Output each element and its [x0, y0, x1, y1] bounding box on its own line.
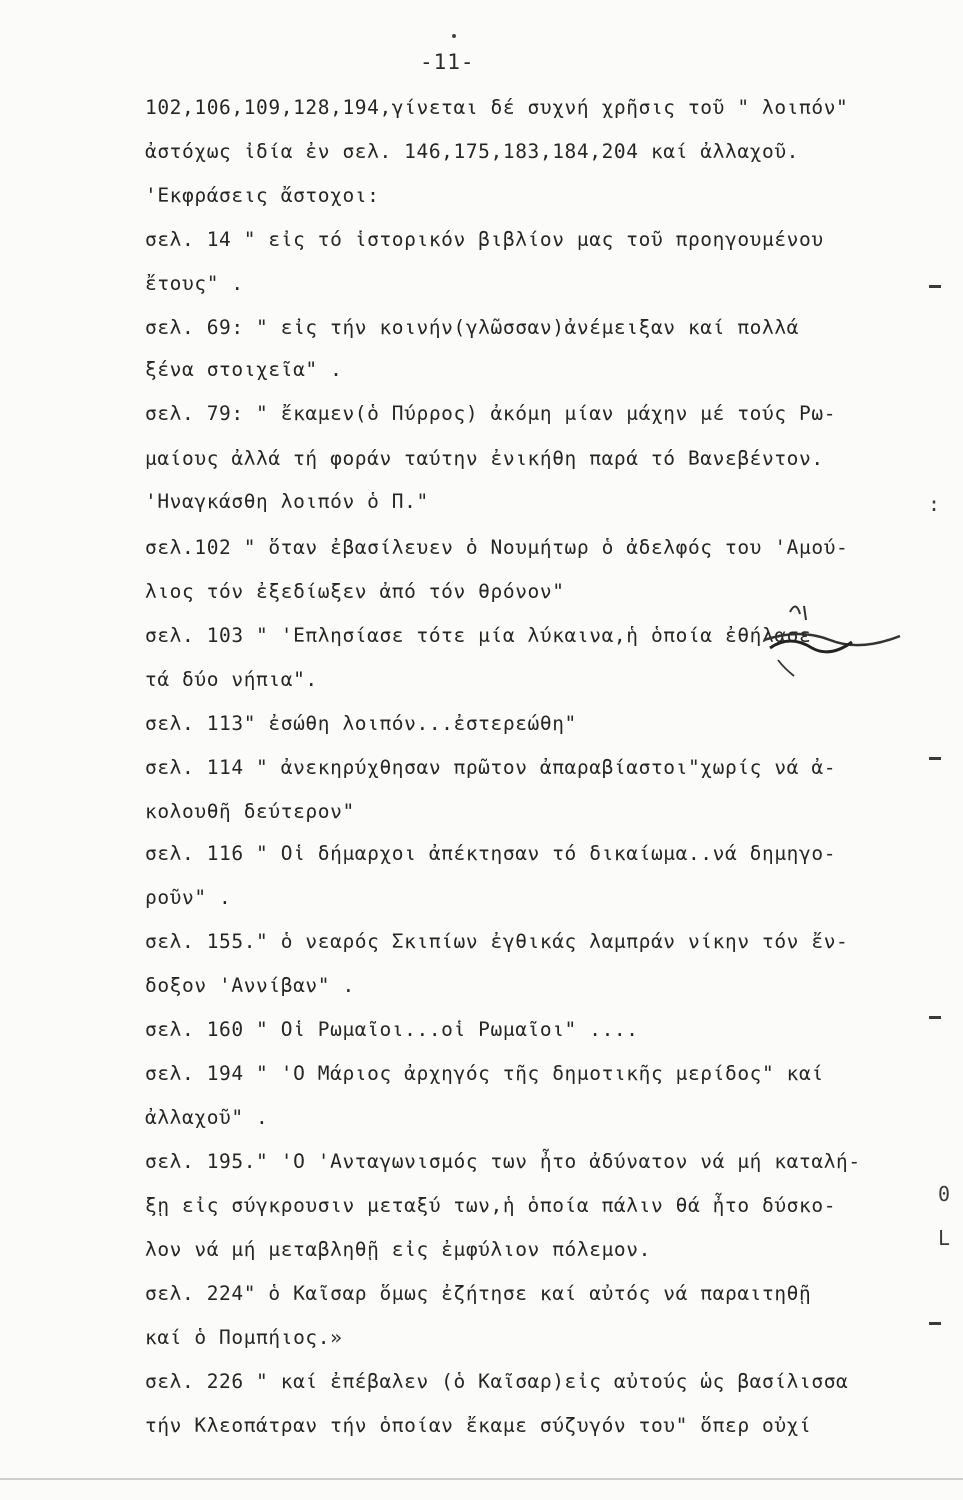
handwritten-correction-scribble — [760, 598, 910, 678]
text-line-25: σελ. 195." 'Ο 'Ανταγωνισμός των ἦτο ἀδύνατον νά μή καταλή- — [145, 1150, 861, 1173]
text-line-21: δοξον 'Αννίβαν" . — [145, 974, 355, 997]
text-line-22: σελ. 160 " Οἱ Ρωμαῖοι...οἱ Ρωμαῖοι" .... — [145, 1018, 639, 1041]
text-line-4: σελ. 14 " εἰς τό ἱστορικόν βιβλίον μας τοῦ προηγουμένου — [145, 228, 824, 251]
text-line-20: σελ. 155." ὁ νεαρός Σκιπίων ἐγθικάς λαμπράν νίκην τόν ἔν- — [145, 930, 849, 953]
text-line-10: 'Ηναγκάσθη λοιπόν ὁ Π." — [145, 490, 429, 513]
text-line-14: τά δύο νήπια". — [145, 668, 318, 691]
text-line-29: καί ὁ Πομπήιος.» — [145, 1326, 343, 1349]
text-line-18: σελ. 116 " Οἱ δήμαρχοι ἀπέκτησαν τό δικαίωμα..νά δημηγο- — [145, 842, 837, 865]
text-line-17: κολουθῆ δεύτερον" — [145, 800, 355, 823]
text-line-2: ἀστόχως ἰδία ἐν σελ. 146,175,183,184,204 καί ἀλλαχοῦ. — [145, 140, 800, 163]
text-line-5: ἔτους" . — [145, 272, 244, 295]
page-bottom-edge — [0, 1478, 963, 1480]
text-line-28: σελ. 224" ὁ Καῖσαρ ὅμως ἐζήτησε καί αὐτός νά παραιτηθῇ — [145, 1282, 812, 1305]
margin-colon-mark: : — [928, 492, 941, 516]
text-line-23: σελ. 194 " 'Ο Μάριος ἀρχηγός τῆς δημοτικῆς μερίδος" καί — [145, 1062, 824, 1085]
text-line-26: ξῃ εἰς σύγκρουσιν μεταξύ των,ἡ ὁποία πάλιν θά ἦτο δύσκο- — [145, 1194, 837, 1217]
text-line-3: 'Εκφράσεις ἄστοχοι: — [145, 184, 380, 207]
text-line-30: σελ. 226 " καί ἐπέβαλεν (ὁ Καῖσαρ)εἰς αὐτούς ὡς βασίλισσα — [145, 1370, 849, 1393]
text-line-15: σελ. 113" ἐσώθη λοιπόν...ἐστερεώθη" — [145, 712, 577, 735]
text-line-24: ἀλλαχοῦ" . — [145, 1106, 269, 1129]
text-line-16: σελ. 114 " ἀνεκηρύχθησαν πρῶτον ἀπαραβίαστοι"χωρίς νά ἀ- — [145, 756, 837, 779]
ink-dot — [452, 34, 456, 38]
text-line-1: 102,106,109,128,194,γίνεται δέ συχνή χρῆσις τοῦ " λοιπόν" — [145, 96, 849, 119]
text-line-6: σελ. 69: " εἰς τήν κοινήν(γλῶσσαν)ἀνέμειξαν καί πολλά — [145, 316, 800, 339]
margin-tick-mark — [929, 757, 941, 760]
text-line-11: σελ.102 " ὅταν ἐβασίλευεν ὁ Νουμήτωρ ὁ ἀδελφός του 'Αμού- — [145, 536, 849, 559]
text-line-7: ξένα στοιχεῖα" . — [145, 358, 343, 381]
margin-letter-o: 0 — [938, 1182, 951, 1206]
text-line-13: σελ. 103 " 'Επλησίασε τότε μία λύκαινα,ἡ ὁποία ἐθήλασε — [145, 624, 812, 647]
margin-letter-l: L — [938, 1226, 951, 1250]
margin-tick-mark — [929, 1322, 941, 1325]
text-line-12: λιος τόν ἐξεδίωξεν ἀπό τόν θρόνον" — [145, 580, 565, 603]
text-line-19: ροῦν" . — [145, 886, 232, 909]
text-line-31: τήν Κλεοπάτραν τήν ὁποίαν ἔκαμε σύζυγόν του" ὅπερ οὐχί — [145, 1414, 812, 1437]
margin-tick-mark — [929, 285, 941, 288]
text-line-9: μαίους ἀλλά τή φοράν ταύτην ἐνικήθη παρά τό Βανεβέντον. — [145, 447, 824, 470]
text-line-27: λον νά μή μεταβληθῇ εἰς ἐμφύλιον πόλεμον. — [145, 1238, 651, 1261]
margin-tick-mark — [929, 1016, 941, 1019]
text-line-8: σελ. 79: " ἔκαμεν(ὁ Πύρρος) ἀκόμη μίαν μάχην μέ τούς Ρω- — [145, 402, 837, 425]
page-number: -11- — [420, 50, 475, 74]
